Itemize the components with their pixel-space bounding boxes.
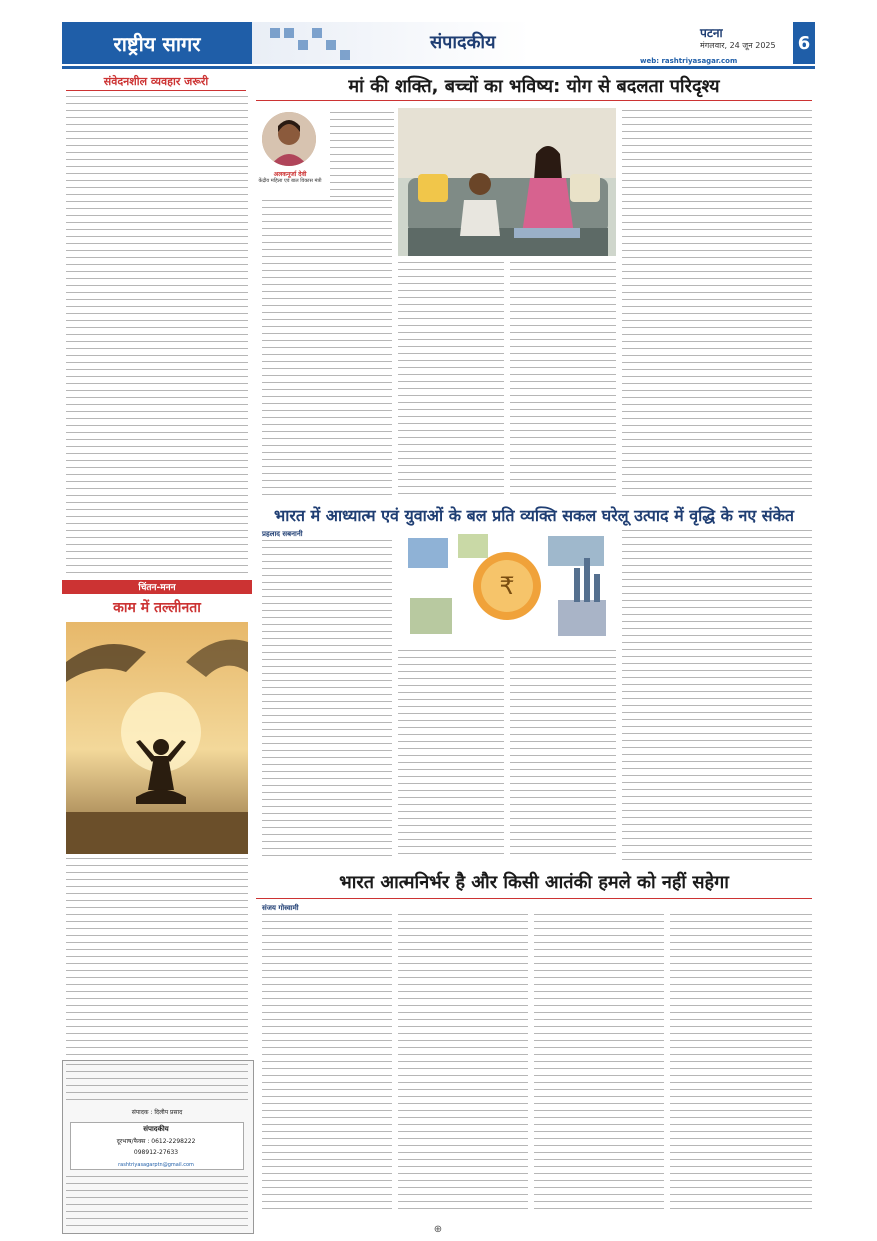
- masthead-rule: [62, 66, 815, 69]
- article3-byline: संजय गोस्वामी: [262, 904, 299, 912]
- article1-headline: मां की शक्ति, बच्चों का भविष्य: योग से बदलता परिदृश्य: [348, 76, 720, 97]
- article1-column-2: [398, 262, 504, 500]
- chintan-manan-title: काम में तल्लीनता: [113, 600, 201, 616]
- article1-author: अलकनूर्जा देवी: [273, 171, 307, 178]
- section-title: संपादकीय: [430, 32, 496, 53]
- mother-child-yoga-photo: [398, 108, 616, 256]
- edition-city: पटना: [700, 26, 723, 40]
- page-number: 6: [793, 22, 815, 64]
- economy-collage-image: [398, 528, 616, 644]
- article1-author-desc: केंद्रीय महिला एवं बाल विकास मंत्री: [258, 178, 322, 184]
- edition-date: मंगलवार, 24 जून 2025: [700, 41, 776, 50]
- article2-column-4: [622, 530, 812, 860]
- svg-text:₹: ₹: [499, 572, 515, 600]
- article2-column-3: [510, 650, 616, 860]
- article3-rule: [256, 898, 812, 899]
- article1-column-4: [622, 110, 812, 500]
- article2-byline: प्रहलाद सबनानी: [262, 530, 303, 538]
- article2-column-2: [398, 650, 504, 860]
- article1-intro: [330, 112, 394, 202]
- office-email[interactable]: rashtriyasagarptn@gmail.com: [118, 1162, 194, 1168]
- office-mobile: 098912-27633: [133, 1149, 179, 1156]
- meditation-image: [66, 622, 248, 854]
- imprint-text: [66, 1064, 248, 1104]
- article3-column-2: [398, 914, 528, 1214]
- imprint-notes: [66, 1176, 248, 1226]
- article2-headline: भारत में आध्यात्म एवं युवाओं के बल प्रति व्यक्ति सकल घरेलू उत्पाद में वृद्धि के नए संकेत: [273, 506, 795, 525]
- article3-column-1: [262, 914, 392, 1214]
- office-phone: दूरभाष/फैक्स : 0612-2298222: [116, 1138, 196, 1145]
- article1-column-3: [510, 262, 616, 500]
- newspaper-brand: राष्ट्रीय सागर: [62, 22, 252, 64]
- chintan-manan-body: [66, 858, 248, 1058]
- author-photo: [262, 112, 316, 166]
- editor-name: संपादक : दिलीप प्रसाद: [131, 1109, 183, 1116]
- chintan-manan-heading: चिंतन-मनन: [62, 580, 252, 594]
- article1-rule: [256, 100, 812, 101]
- article3-headline: भारत आत्मनिर्भर है और किसी आतंकी हमले को नहीं सहेगा: [339, 872, 729, 893]
- article2-column-1: [262, 540, 392, 860]
- website-link[interactable]: web: rashtriyasagar.com: [640, 57, 738, 65]
- left-column-heading: संवेदनशील व्यवहार जरूरी: [66, 74, 246, 91]
- article3-column-4: [670, 914, 812, 1214]
- left-column-body: [66, 96, 248, 576]
- registration-mark-icon: ⊕: [433, 1224, 443, 1235]
- article1-column-1: [262, 200, 392, 500]
- editorial-office-title: संपादकीय: [143, 1125, 169, 1133]
- article3-column-3: [534, 914, 664, 1214]
